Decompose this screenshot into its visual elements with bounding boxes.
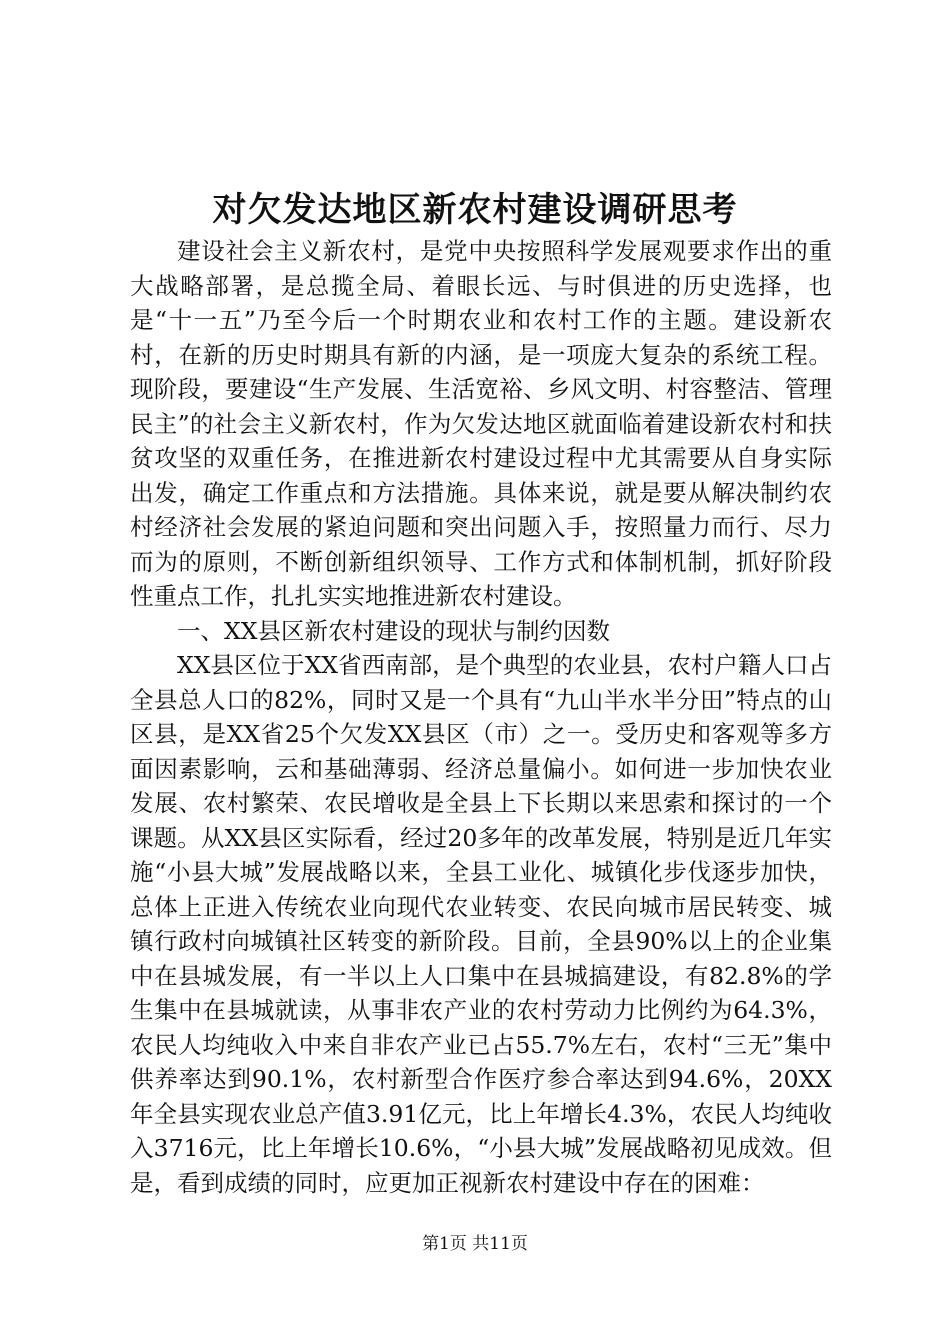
document-body (130, 234, 832, 1200)
section-heading: 一、XX县区新农村建设的现状与制约因数 (177, 616, 610, 645)
document-title: 对欠发达地区新农村建设调研思考 (212, 190, 738, 230)
page-footer: 第1页 共11页 (422, 1234, 528, 1254)
intro-paragraph: 建设社会主义新农村，是党中央按照科学发展观要求作出的重大战略部署，是总揽全局、着眼长远、与时俱进的历史选择，也是“十一五”乃至今后一个时期农业和农村工作的主题。建设新农村，在新的历史时期具有新的内涵，是一项庞大复杂的系统工程。现阶段，要建设“生产发展、生活宽裕、乡风文明、村容整洁、管理民主”的社会主义新农村，作为欠发达地区就面临着建设新农村和扶贫攻坚的双重任务，在推进新农村建设过程中尤其需要从自身实际出发，确定工作重点和方法措施。具体来说，就是要从解决制约农村经济社会发展的紧迫问题和突出问题入手，按照量力而行、尽力而为的原则，不断创新组织领导、工作方式和体制机制，抓好阶段性重点工作，扎扎实实地推进新农村建设。 (130, 237, 832, 610)
section-paragraph: XX县区位于XX省西南部，是个典型的农业县，农村户籍人口占全县总人口的82%，同时又是一个具有“九山半水半分田”特点的山区县，是XX省25个欠发XX县区（市）之一。受历史和客观等多方面因素影响，云和基础薄弱、经济总量偏小。如何进一步加快农业发展、农村繁荣、农民增收是全县上下长期以来思索和探讨的一个课题。从XX县区实际看，经过20多年的改革发展，特别是近几年实施“小县大城”发展战略以来，全县工业化、城镇化步伐逐步加快，总体上正进入传统农业向现代农业转变、农民向城市居民转变、城镇行政村向城镇社区转变的新阶段。目前，全县90%以上的企业集中在县城发展，有一半以上人口集中在县城搞建设，有82.8%的学生集中在县城就读，从事非农产业的农村劳动力比例约为64.3%，农民人均纯收入中来自非农产业已占55.7%左右，农村“三无”集中供养率达到90.1%，农村新型合作医疗参合率达到94.6%，20XX年全县实现农业总产值3.91亿元，比上年增长4.3%，农民人均纯收入3716元，比上年增长10.6%，“小县大城”发展战略初见成效。但是，看到成绩的同时，应更加正视新农村建设中存在的困难： (130, 651, 832, 1197)
